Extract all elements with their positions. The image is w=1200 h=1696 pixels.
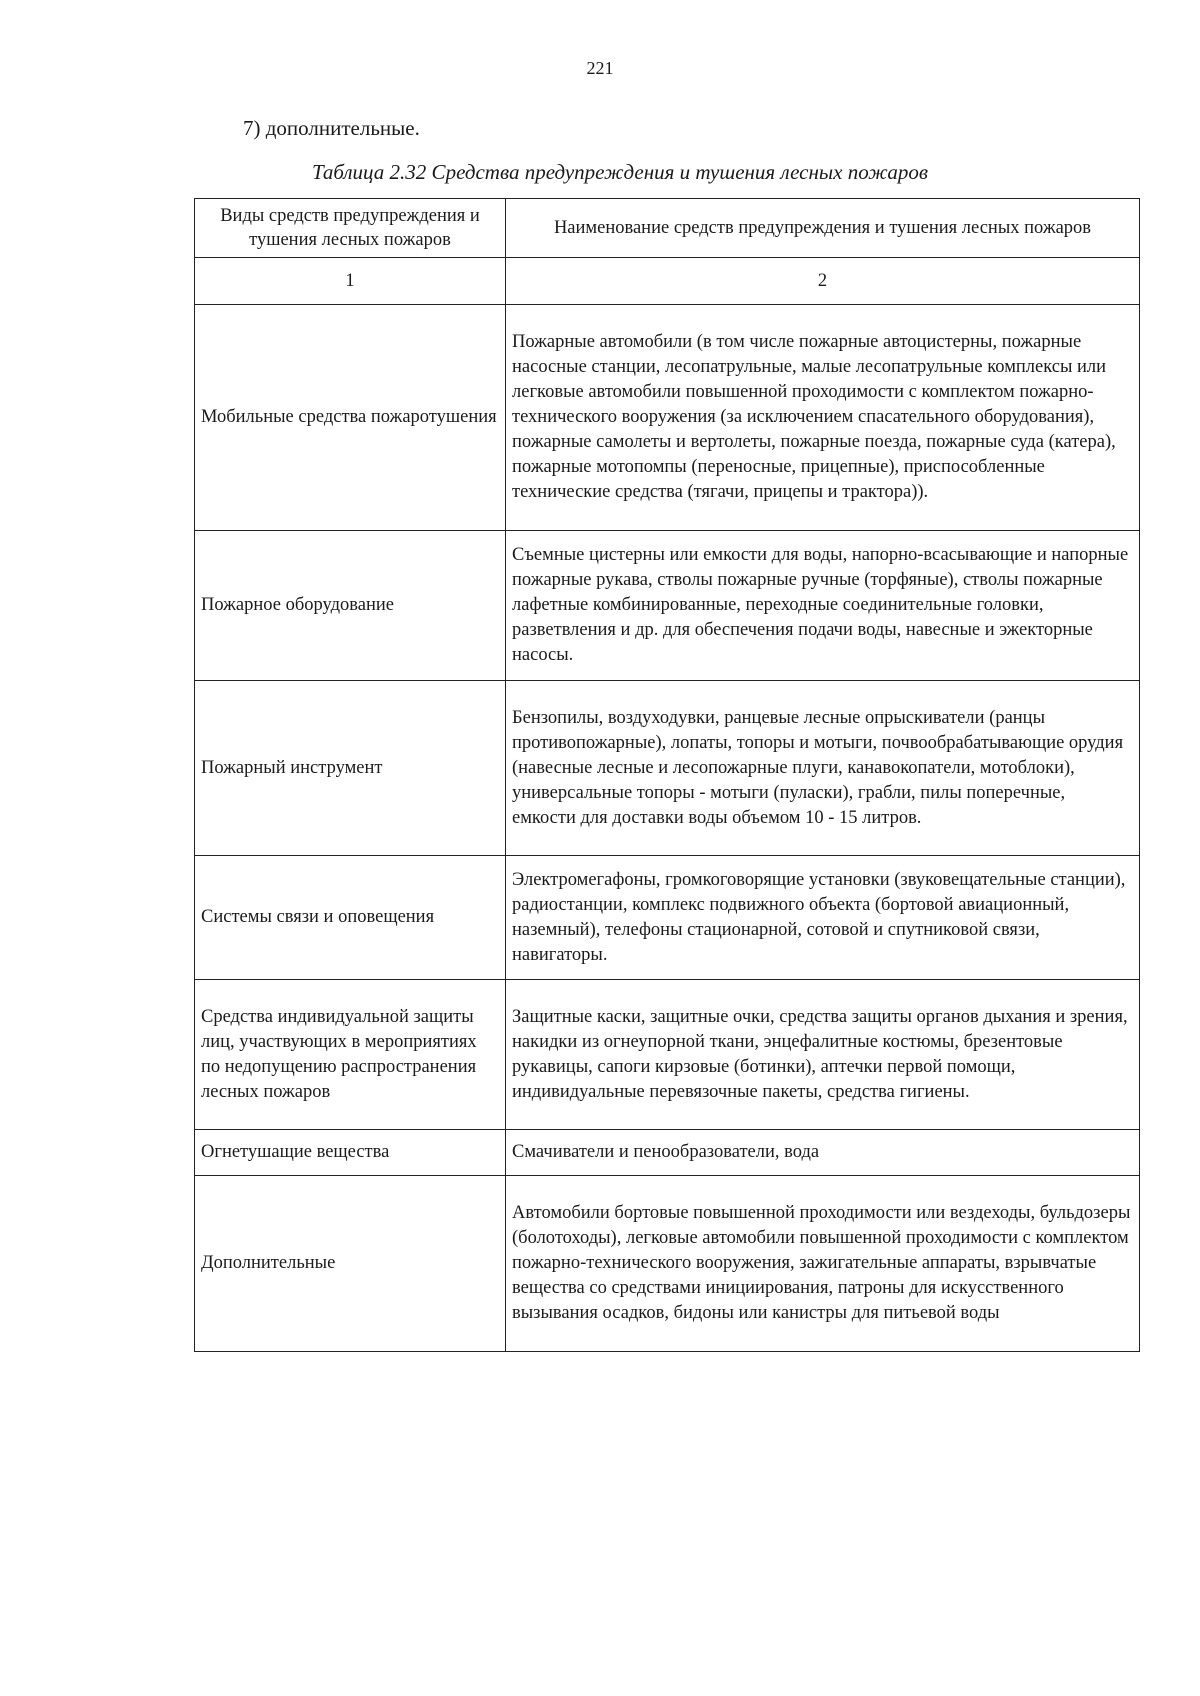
row-kind: Огнетушащие вещества: [195, 1130, 506, 1176]
row-items: Защитные каски, защитные очки, средства защиты органов дыхания и зрения, накидки из огнеупорной ткани, энцефалитные костюмы, брезентовые рукавицы, сапоги кирзовые (ботинки), аптечки первой помощи, индивидуальные перевязочные пакеты, средства гигиены.: [506, 980, 1140, 1130]
table-row: [195, 681, 1140, 856]
row-kind: Пожарный инструмент: [195, 681, 506, 856]
row-items: Смачиватели и пенообразователи, вода: [506, 1130, 1140, 1176]
column-number-1: 1: [195, 258, 506, 305]
table-row: [195, 856, 1140, 980]
table-row: [195, 980, 1140, 1130]
row-items: Съемные цистерны или емкости для воды, напорно-всасывающие и напорные пожарные рукава, стволы пожарные ручные (торфяные), стволы пожарные лафетные комбинированные, переходные соединительные головки, разветвления и др. для обеспечения подачи воды, навесные и эжекторные насосы.: [506, 531, 1140, 681]
column-number-row: [195, 258, 1140, 305]
row-items: Бензопилы, воздуходувки, ранцевые лесные опрыскиватели (ранцы противопожарные), лопаты, топоры и мотыги, почвообрабатывающие орудия (навесные лесные и лесопожарные плуги, канавокопатели, мотоблоки), универсальные топоры - мотыги (пуласки), грабли, пилы поперечные, емкости для доставки воды объемом 10 - 15 литров.: [506, 681, 1140, 856]
table-row: [195, 305, 1140, 531]
row-kind: Системы связи и оповещения: [195, 856, 506, 980]
fire-means-table: [194, 198, 1140, 1352]
column-number-2: 2: [506, 258, 1140, 305]
table-header-row: [195, 199, 1140, 258]
table-caption: Таблица 2.32 Средства предупреждения и тушения лесных пожаров: [311, 160, 929, 184]
row-items: Пожарные автомобили (в том числе пожарные автоцистерны, пожарные насосные станции, лесопатрульные, малые лесопатрульные комплексы или легковые автомобили повышенной проходимости с комплектом пожарно-технического вооружения (за исключением спасательного оборудования), пожарные самолеты и вертолеты, пожарные поезда, пожарные суда (катера), пожарные мотопомпы (переносные, прицепные), приспособленные технические средства (тягачи, прицепы и трактора)).: [506, 305, 1140, 531]
page-number: 221: [586, 58, 614, 78]
row-kind: Дополнительные: [195, 1176, 506, 1352]
row-kind: Пожарное оборудование: [195, 531, 506, 681]
intro-line: 7) дополнительные.: [243, 116, 420, 140]
row-items: Автомобили бортовые повышенной проходимости или вездеходы, бульдозеры (болотоходы), легковые автомобили повышенной проходимости с комплектом пожарно-технического вооружения, зажигательные аппараты, взрывчатые вещества со средствами инициирования, патроны для искусственного вызывания осадков, бидоны или канистры для питьевой воды: [506, 1176, 1140, 1352]
table-row: [195, 1176, 1140, 1352]
header-kind: Виды средств предупреждения и тушения лесных пожаров: [195, 199, 506, 258]
header-items: Наименование средств предупреждения и тушения лесных пожаров: [506, 199, 1140, 258]
table-row: [195, 531, 1140, 681]
row-kind: Средства индивидуальной защиты лиц, участвующих в мероприятиях по недопущению распространения лесных пожаров: [195, 980, 506, 1130]
row-items: Электромегафоны, громкоговорящие установки (звуковещательные станции), радиостанции, комплекс подвижного объекта (бортовой авиационный, наземный), телефоны стационарной, сотовой и спутниковой связи, навигаторы.: [506, 856, 1140, 980]
row-kind: Мобильные средства пожаротушения: [195, 305, 506, 531]
table-row: [195, 1130, 1140, 1176]
